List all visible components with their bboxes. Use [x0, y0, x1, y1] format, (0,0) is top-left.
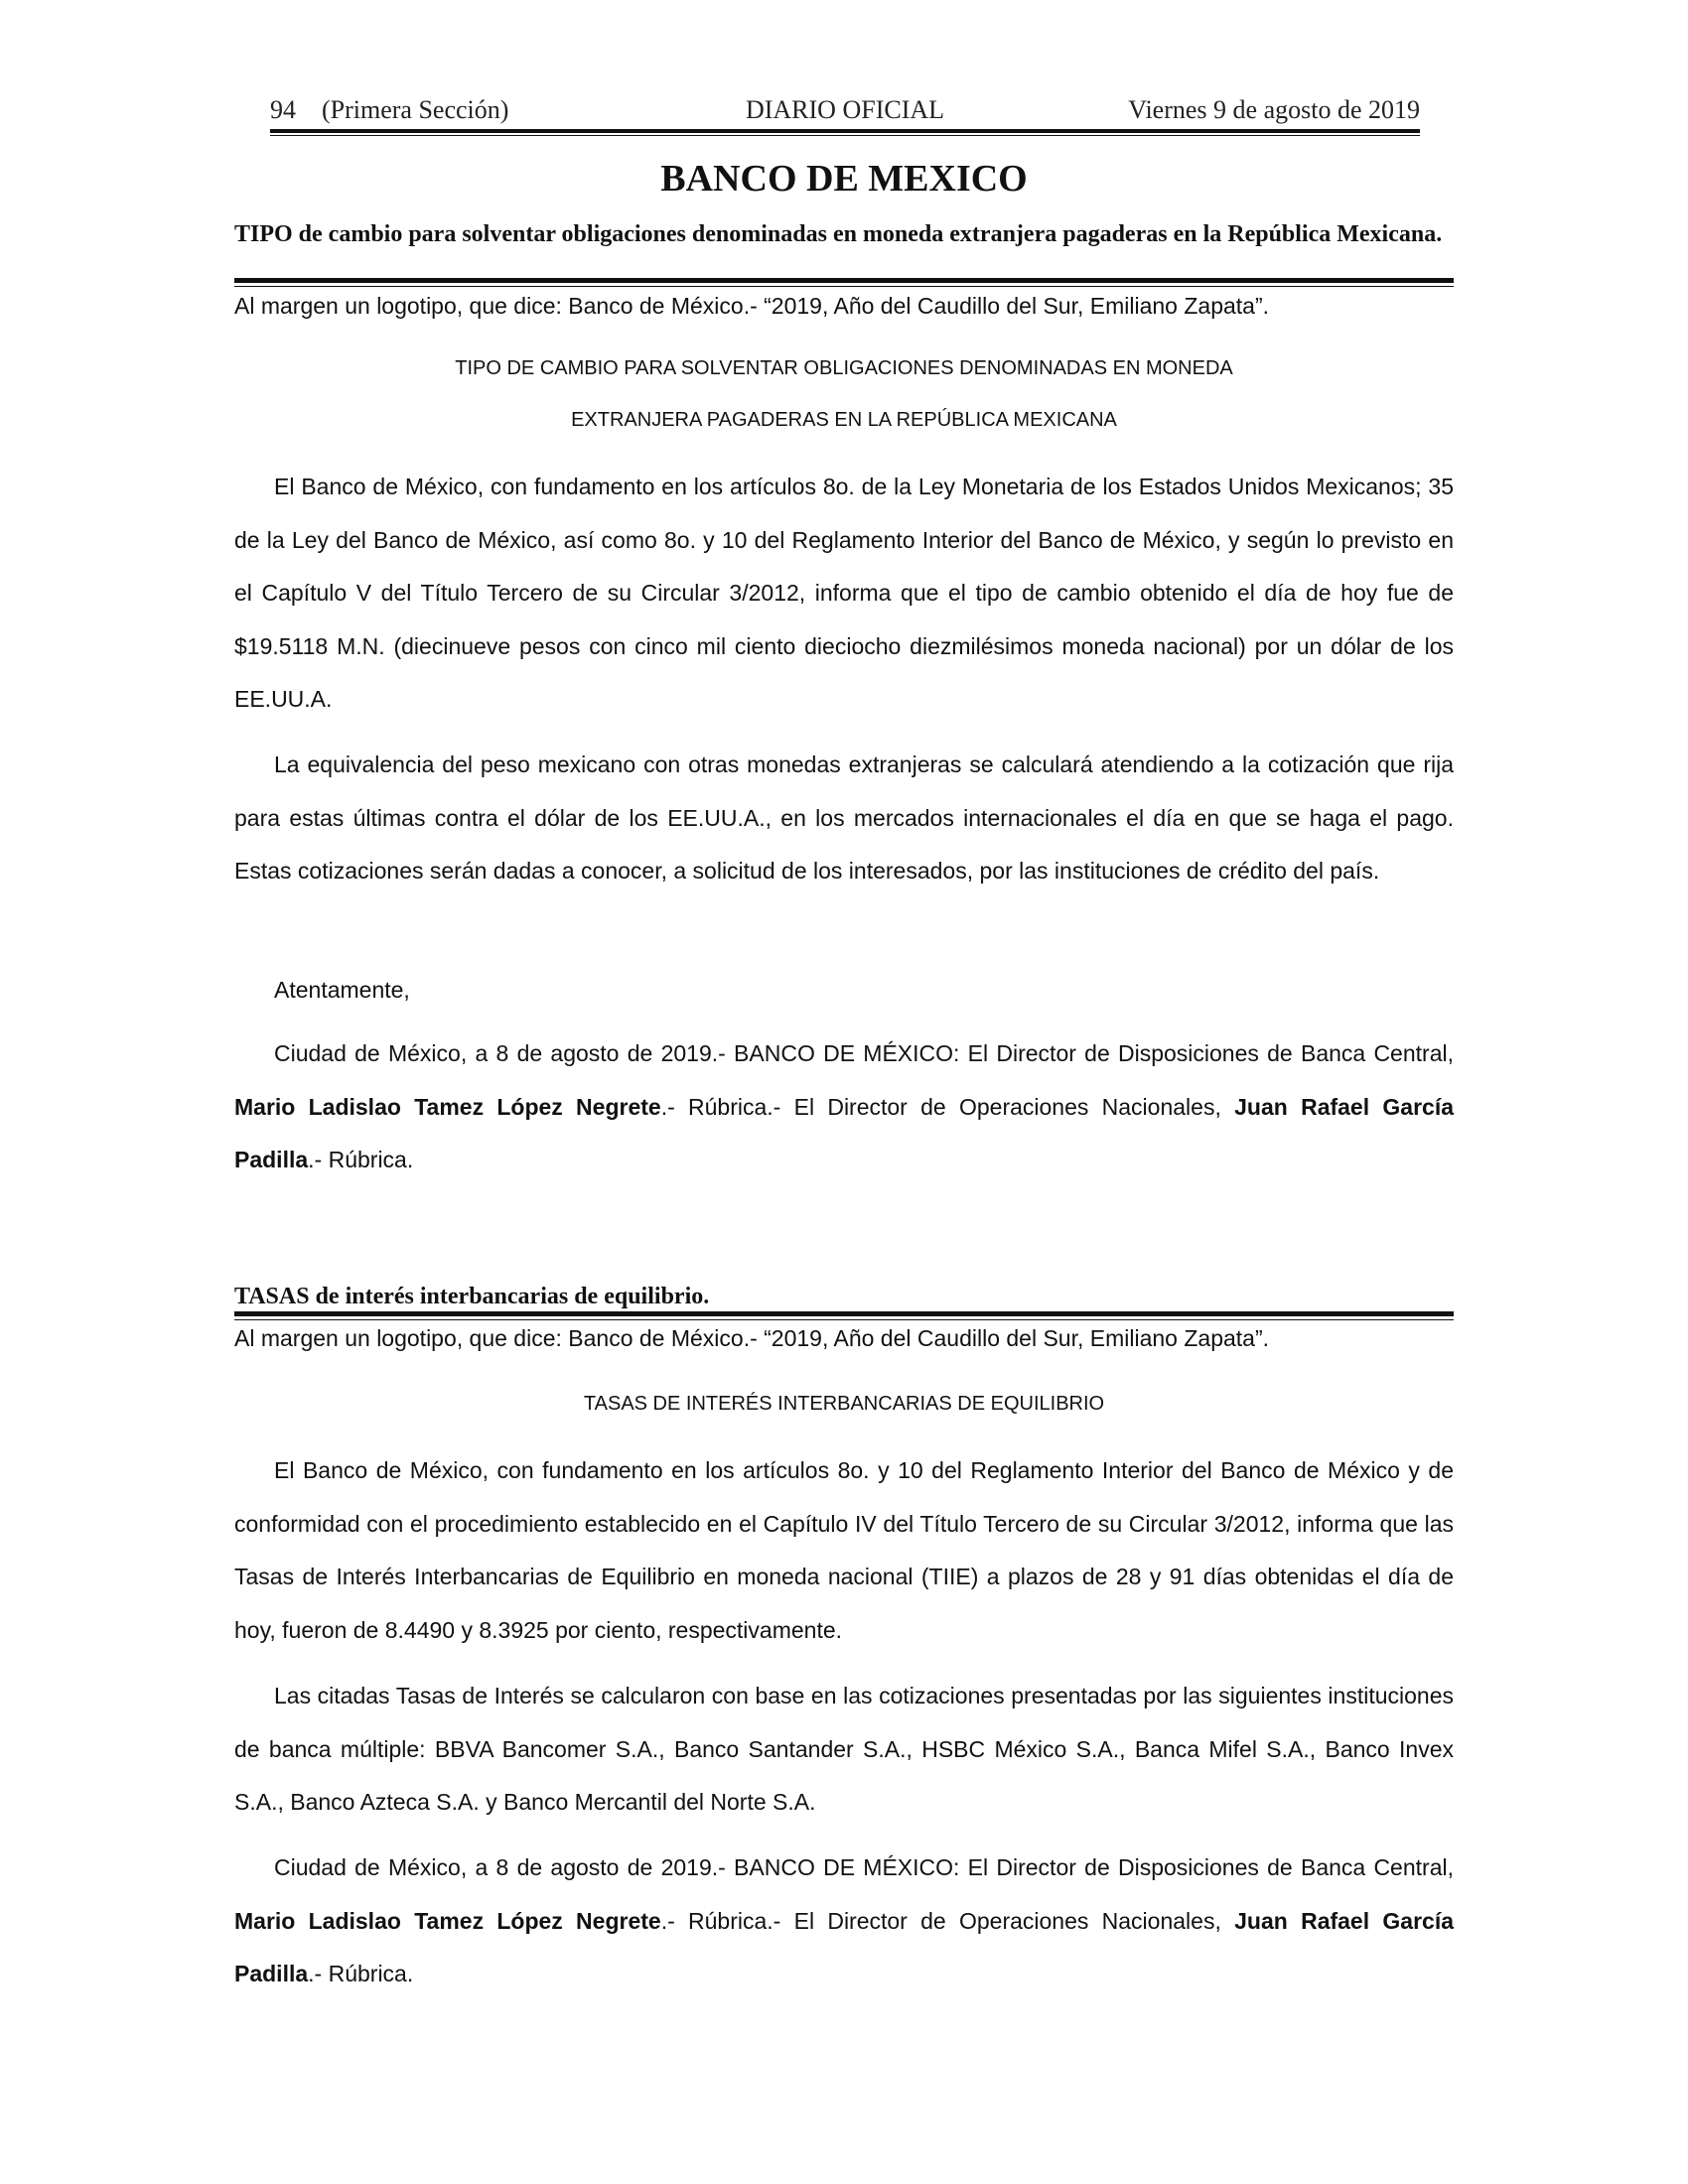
notice-2-paragraph-2: Las citadas Tasas de Interés se calcularon con base en las cotizaciones presentadas por las siguientes instituciones de banca múltiple: BBVA Bancomer S.A., Banco Santander S.A., HSBC México S.A., Banca Mifel S.A., Banco Invex S.A., Banco Azteca S.A. y Banco Mercantil del Norte S.A.	[234, 1683, 1454, 1815]
signer-name-1: Mario Ladislao Tamez López Negrete	[234, 1093, 661, 1120]
notice-2-rule-thin	[234, 1319, 1454, 1320]
signer-name-2: Juan Rafael García Padilla	[234, 1093, 1454, 1172]
notice-2-caps-heading: TASAS DE INTERÉS INTERBANCARIAS DE EQUILIBRIO	[583, 1393, 1105, 1415]
signature-end: .- Rúbrica.	[308, 1147, 414, 1172]
notice-1-rule-thin	[234, 286, 1454, 287]
organization-title: BANCO DE MEXICO	[660, 158, 1028, 200]
signer-name-2: Juan Rafael García Padilla	[234, 1907, 1454, 1986]
signature-end: .- Rúbrica.	[308, 1961, 414, 1986]
notice-1-closing: Atentamente,	[274, 977, 410, 1003]
header-rule	[270, 129, 1420, 133]
page-number: 94	[270, 95, 296, 124]
notice-1-title: TIPO de cambio para solventar obligaciones denominadas en moneda extranjera pagaderas en la República Mexicana.	[234, 221, 1443, 247]
notice-1-signature-block	[234, 1027, 1454, 1187]
running-header	[270, 95, 1420, 129]
section-label: (Primera Sección)	[322, 95, 509, 124]
notice-1-paragraph-2: La equivalencia del peso mexicano con otras monedas extranjeras se calculará atendiendo a la cotización que rija para estas últimas contra el dólar de los EE.UU.A., en los mercados internacionales el día en que se haga el pago. Estas cotizaciones serán dadas a conocer, a solicitud de los interesados, por las instituciones de crédito del país.	[234, 751, 1454, 884]
signature-middle: .- Rúbrica.- El Director de Operaciones Nacionales,	[660, 1093, 1221, 1120]
notice-1-caps-heading-2: EXTRANJERA PAGADERAS EN LA REPÚBLICA MEXICANA	[571, 409, 1117, 431]
notice-2-title: TASAS de interés interbancarias de equilibrio.	[234, 1284, 710, 1309]
notice-1-rule-thick	[234, 278, 1454, 283]
notice-1-paragraph-1: El Banco de México, con fundamento en los artículos 8o. de la Ley Monetaria de los Estados Unidos Mexicanos; 35 de la Ley del Banco de México, así como 8o. y 10 del Reglamento Interior del Banco de México, y según lo previsto en el Capítulo V del Título Tercero de su Circular 3/2012, informa que el tipo de cambio obtenido el día de hoy fue de $19.5118 M.N. (diecinueve pesos con cinco mil ciento dieciocho diezmilésimos moneda nacional) por un dólar de los EE.UU.A.	[234, 474, 1454, 712]
notice-1-margin-note: Al margen un logotipo, que dice: Banco de México.- “2019, Año del Caudillo del Sur, Emiliano Zapata”.	[234, 293, 1270, 319]
publication-name: DIARIO OFICIAL	[745, 95, 945, 124]
notice-2-signature-block	[234, 1842, 1454, 2001]
signature-middle: .- Rúbrica.- El Director de Operaciones Nacionales,	[660, 1907, 1221, 1934]
signer-name-1: Mario Ladislao Tamez López Negrete	[234, 1907, 661, 1934]
notice-1-caps-heading-1: TIPO DE CAMBIO PARA SOLVENTAR OBLIGACIONES DENOMINADAS EN MONEDA	[455, 357, 1233, 379]
signature-intro: Ciudad de México, a 8 de agosto de 2019.- BANCO DE MÉXICO: El Director de Disposiciones de Banca Central,	[274, 1854, 1454, 1880]
publication-date: Viernes 9 de agosto de 2019	[1128, 95, 1420, 124]
notice-2-paragraph-1: El Banco de México, con fundamento en los artículos 8o. y 10 del Reglamento Interior del Banco de México y de conformidad con el procedimiento establecido en el Capítulo IV del Título Tercero de su Circular 3/2012, informa que las Tasas de Interés Interbancarias de Equilibrio en moneda nacional (TIIE) a plazos de 28 y 91 días obtenidas el día de hoy, fueron de 8.4490 y 8.3925 por ciento, respectivamente.	[234, 1457, 1454, 1643]
header-rule-thin	[270, 135, 1420, 136]
signature-intro: Ciudad de México, a 8 de agosto de 2019.- BANCO DE MÉXICO: El Director de Disposiciones de Banca Central,	[274, 1040, 1454, 1066]
notice-2-margin-note: Al margen un logotipo, que dice: Banco de México.- “2019, Año del Caudillo del Sur, Emiliano Zapata”.	[234, 1325, 1270, 1351]
notice-2-rule-thick	[234, 1311, 1454, 1316]
